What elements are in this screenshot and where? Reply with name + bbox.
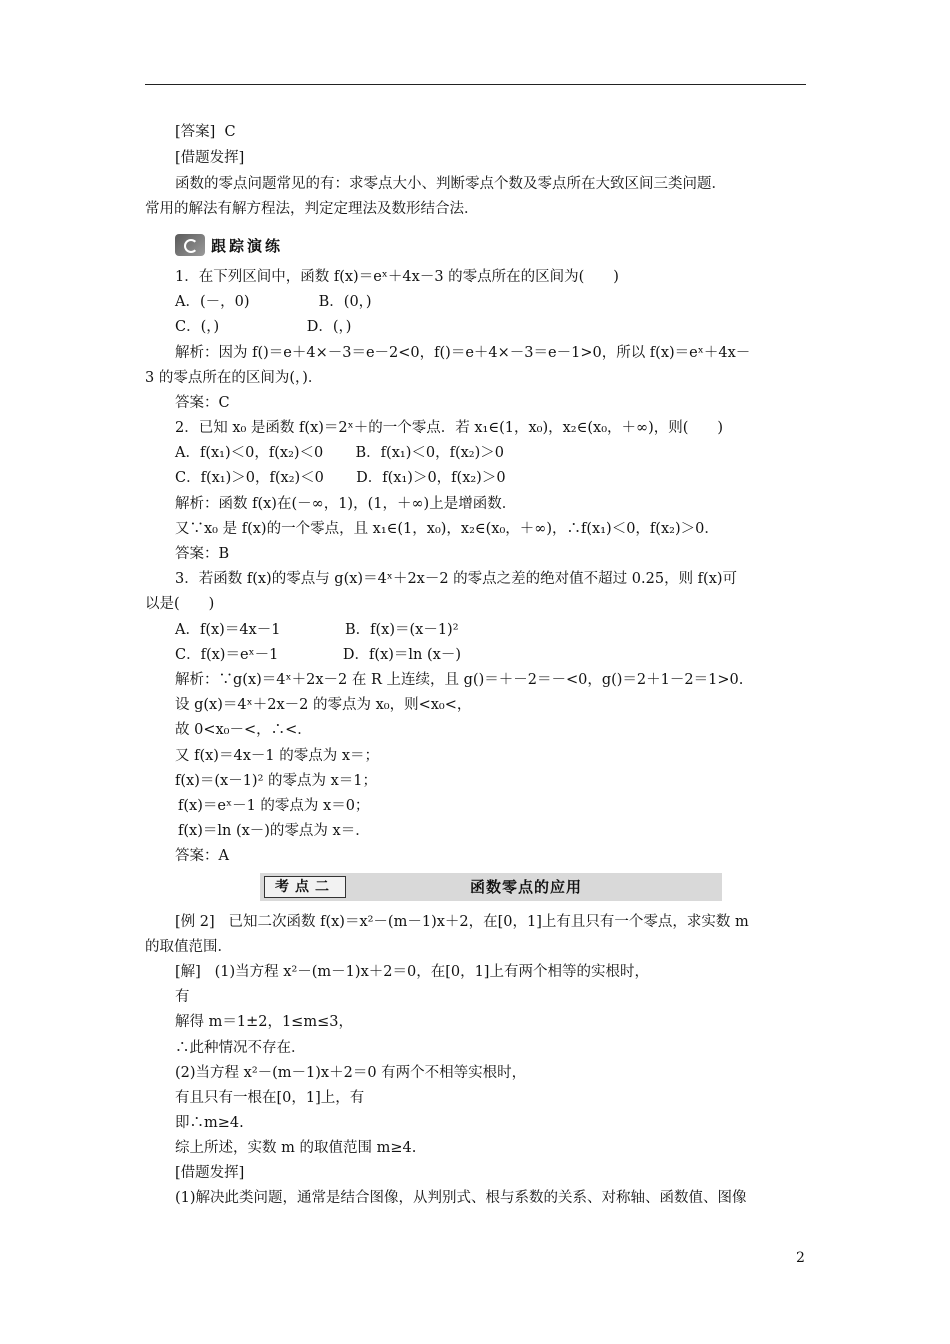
text-line-q3s7: f(x)＝ln (x－)的零点为 x＝． (178, 823, 370, 839)
header-rule (145, 84, 806, 85)
text-line-q3s4: 又 f(x)＝4x－1 的零点为 x＝； (175, 748, 379, 764)
topic-heading: 函数零点的应用 (470, 878, 583, 896)
text-line-ex2a: [例 2] 已知二次函数 f(x)＝x²－(m－1)x＋2，在[0，1]上有且只有一个零点，求实数 m (175, 914, 749, 930)
text-line-q3a: 答案：A (175, 848, 229, 864)
text-line-sol1: [解] (1)当方程 x²－(m－1)x＋2＝0，在[0，1]上有两个相等的实根时， (175, 964, 649, 980)
text-line-q3ab: A．f(x)＝4x－1 B．f(x)＝(x－1)² (175, 622, 459, 638)
text-line-p2: 常用的解法有解方程法，判定定理法及数形结合法． (145, 201, 479, 217)
text-line-sol8: 综上所述，实数 m 的取值范围 m≥4. (175, 1140, 417, 1156)
text-line-q2cd: C．f(x₁)＞0，f(x₂)＜0 D．f(x₁)＞0，f(x₂)＞0 (175, 470, 506, 486)
text-line-sol2: 有 (175, 989, 190, 1005)
text-line-jtfh2: [借题发挥] (175, 1165, 245, 1181)
text-line-last: (1)解决此类问题，通常是结合图像，从判别式、根与系数的关系、对称轴、函数值、图像 (175, 1190, 747, 1206)
text-line-q1: 1．在下列区间中，函数 f(x)＝eˣ＋4x－3 的零点所在的区间为( ) (175, 269, 619, 285)
section-icon (175, 234, 205, 256)
text-line-ex2b: 的取值范围． (145, 939, 232, 955)
text-line-q2s2: 又∵x₀ 是 f(x)的一个零点，且 x₁∈(1，x₀)，x₂∈(x₀，＋∞)，∴f(x₁)＜0，f(x₂)＞0． (175, 521, 719, 537)
text-line-q2: 2．已知 x₀ 是函数 f(x)＝2ˣ＋的一个零点．若 x₁∈(1，x₀)，x₂∈(x₀，＋∞)，则( ) (175, 420, 724, 436)
text-line-sol7: 即∴m≥4. (175, 1115, 244, 1131)
text-line-q3s2: 设 g(x)＝4ˣ＋2x－2 的零点为 x₀，则<x₀<， (175, 697, 472, 713)
section-title (175, 232, 283, 258)
section-title-text: 跟踪演练 (211, 236, 284, 255)
text-line-p1: 函数的零点问题常见的有：求零点大小、判断零点个数及零点所在大致区间三类问题． (175, 176, 726, 192)
text-line-jtfh1: [借题发挥] (175, 150, 245, 166)
text-line-q3cd: C．f(x)＝eˣ－1 D．f(x)＝ln (x－) (175, 647, 461, 663)
text-line-q3s3: 故 0<x₀－<，∴<． (175, 722, 312, 738)
text-line-q3s5: f(x)＝(x－1)² 的零点为 x＝1； (175, 773, 378, 789)
text-line-sol6: 有且只有一根在[0，1]上，有 (175, 1090, 365, 1106)
text-line-ans1: [答案] C (175, 124, 236, 140)
page-number: 2 (796, 1250, 805, 1266)
text-line-q3b: 以是( ) (145, 596, 215, 612)
text-line-q1s1: 解析：因为 f()＝e＋4×－3＝e－2<0，f()＝e＋4×－3＝e－1>0，所以 f(x)＝eˣ＋4x－ (175, 345, 751, 361)
topic-tag: 考点二 (264, 876, 346, 898)
text-line-q2ab: A．f(x₁)＜0，f(x₂)＜0 B．f(x₁)＜0，f(x₂)＞0 (175, 445, 504, 461)
text-line-sol4: ∴此种情况不存在． (175, 1040, 306, 1056)
text-line-q3s1: 解析：∵g(x)＝4ˣ＋2x－2 在 R 上连续，且 g()＝＋－2＝－<0，g()＝2＋1－2＝1>0. (175, 672, 744, 688)
text-line-q1cd: C．(，) D．(，) (175, 319, 352, 335)
text-line-q3: 3．若函数 f(x)的零点与 g(x)＝4ˣ＋2x－2 的零点之差的绝对值不超过 0.25，则 f(x)可 (175, 571, 738, 587)
text-line-q2s1: 解析：函数 f(x)在(－∞，1)，(1，＋∞)上是增函数． (175, 496, 517, 512)
text-line-q3s6: f(x)＝eˣ－1 的零点为 x＝0； (178, 798, 370, 814)
text-line-q1ab: A．(－，0) B．(0，) (175, 294, 372, 310)
text-line-q1s2: 3 的零点所在的区间为(，)． (145, 370, 323, 386)
text-line-q2a: 答案：B (175, 546, 230, 562)
text-line-q1a: 答案：C (175, 395, 230, 411)
text-line-sol3: 解得 m＝1±2，1≤m≤3， (175, 1014, 353, 1030)
text-line-sol5: (2)当方程 x²－(m－1)x＋2＝0 有两个不相等实根时， (175, 1065, 527, 1081)
topic-banner (260, 873, 722, 901)
